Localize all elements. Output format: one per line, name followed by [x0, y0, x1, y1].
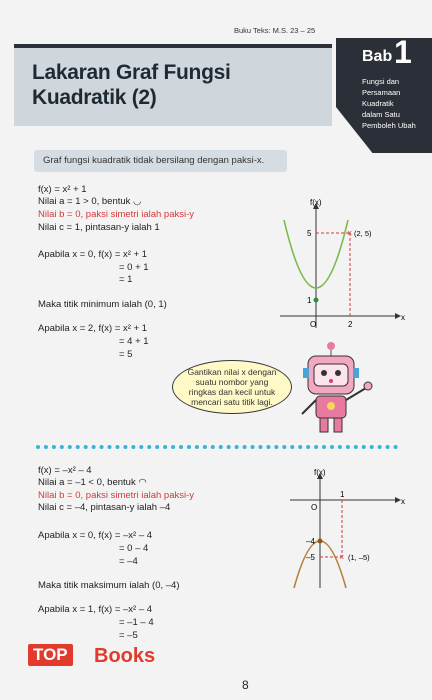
ytick-1: 1: [307, 296, 312, 305]
point-label: (1, –5): [348, 553, 370, 562]
point-label: (2, 5): [354, 229, 372, 238]
origin-label: O: [311, 503, 318, 512]
ex2-line-b: Nilai b = 0, paksi simetri ialah paksi-y: [38, 490, 195, 501]
y-axis-label: f(x): [314, 468, 326, 477]
x-axis-label: x: [401, 497, 405, 506]
ex2-line-a: Nilai a = –1 < 0, bentuk ◠: [38, 477, 147, 488]
ex1-line-b: Nilai b = 0, paksi simetri ialah paksi-y: [38, 209, 195, 220]
ex2-calc1: Apabila x = 0, f(x) = –x² – 4: [38, 530, 153, 541]
y-axis-label: f(x): [310, 198, 322, 207]
ytick-5: 5: [307, 229, 312, 238]
section-separator: [36, 445, 398, 449]
chapter-description: Fungsi dan Persamaan Kuadratik dalam Satu Pemboleh Ubah: [362, 77, 416, 130]
ex2-line-c: Nilai c = –4, pintasan-y ialah –4: [38, 502, 171, 513]
ex1-calc1-step: = 0 + 1: [119, 262, 149, 273]
xtick-2: 2: [348, 320, 353, 329]
ex1-calc1: Apabila x = 0, f(x) = x² + 1: [38, 249, 148, 260]
ex1-calc1-result: = 1: [119, 274, 133, 285]
hint-speech-bubble: Gantikan nilai x dengan suatu nombor yang ringkas dan kecil untuk mencari satu titik lagi.: [172, 360, 292, 414]
ex2-calc1-result: = –4: [119, 556, 138, 567]
point-marker: ×: [339, 552, 345, 562]
ex2-calc1-step: = 0 – 4: [119, 543, 149, 554]
point-marker: ×: [347, 228, 353, 238]
chapter-label: Bab: [362, 48, 393, 65]
ex2-maximum: Maka titik maksimum ialah (0, –4): [38, 580, 180, 591]
watermark-logo-top: TOP: [28, 644, 73, 666]
xtick-1: 1: [340, 490, 345, 499]
minimum-point: [314, 298, 319, 303]
intro-banner: Graf fungsi kuadratik tidak bersilang dengan paksi-x.: [34, 150, 287, 172]
ytick-minus-4: –4: [306, 537, 315, 546]
robot-mascot: [286, 338, 386, 438]
graph-upward-parabola: [270, 196, 420, 336]
watermark-logo-books: Books: [94, 645, 156, 667]
origin-label: O: [310, 320, 317, 329]
ytick-minus-5: –5: [306, 553, 315, 562]
ex1-calc2-result: = 5: [119, 349, 133, 360]
textbook-reference: Buku Teks: M.S. 23 – 25: [234, 26, 316, 35]
ex1-line-a: Nilai a = 1 > 0, bentuk ◡: [38, 196, 142, 207]
ex1-line-c: Nilai c = 1, pintasan-y ialah 1: [38, 222, 160, 233]
ex2-calc2: Apabila x = 1, f(x) = –x² – 4: [38, 604, 153, 615]
ex1-minimum: Maka titik minimum ialah (0, 1): [38, 299, 167, 310]
graph-downward-parabola: [280, 466, 420, 596]
ex1-calc2-step: = 4 + 1: [119, 336, 149, 347]
ex2-function: f(x) = –x² – 4: [38, 465, 92, 476]
x-axis-label: x: [401, 313, 405, 322]
ex2-calc2-result: = –5: [119, 630, 138, 641]
ex1-calc2: Apabila x = 2, f(x) = x² + 1: [38, 323, 148, 334]
ex1-function: f(x) = x² + 1: [38, 184, 87, 195]
ex2-calc2-step: = –1 – 4: [119, 617, 154, 628]
page-title: Lakaran Graf Fungsi Kuadratik (2): [32, 61, 231, 109]
page-number: 8: [242, 678, 249, 692]
chapter-number: 1: [394, 34, 412, 70]
maximum-point: [318, 539, 323, 544]
